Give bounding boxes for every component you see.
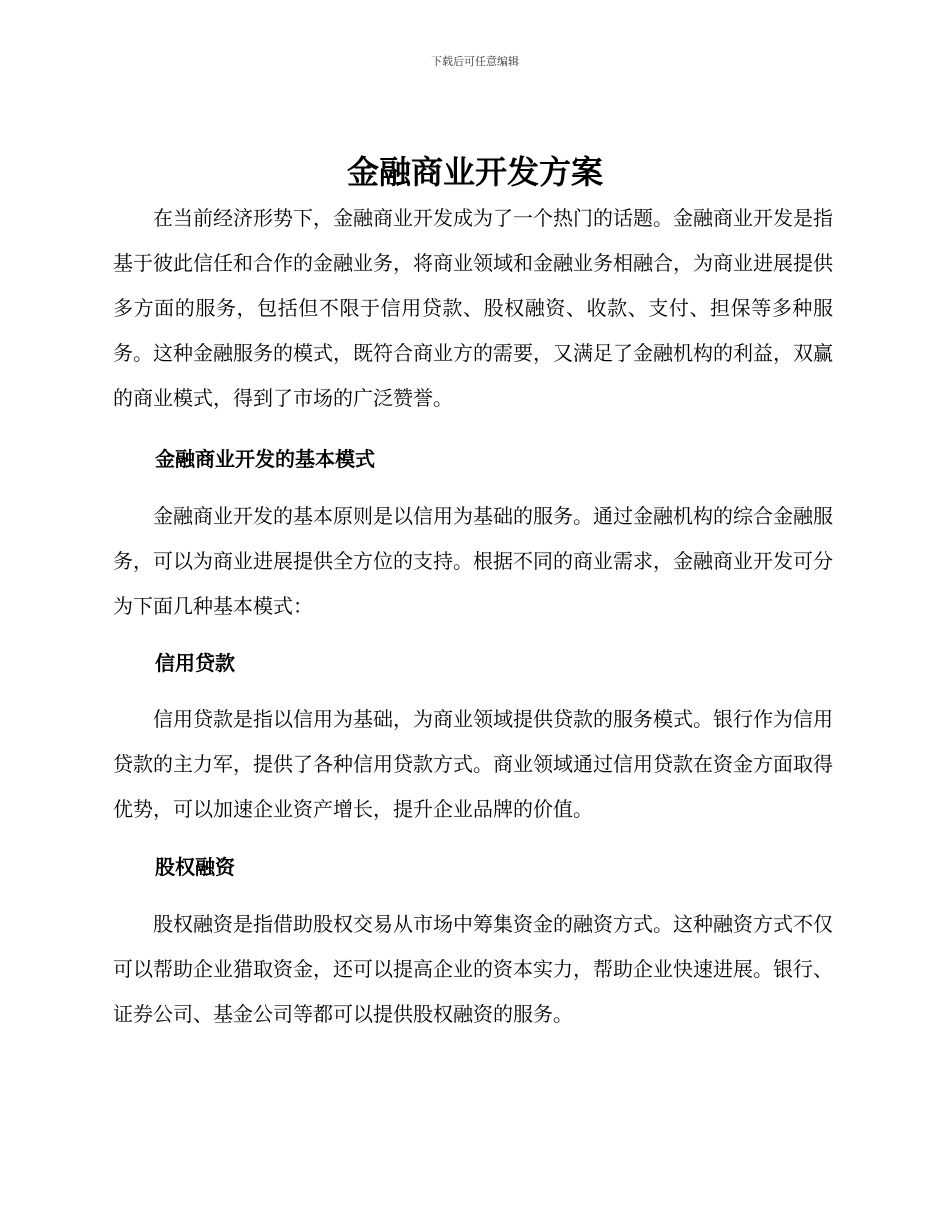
equity-financing-paragraph-block <box>113 902 833 1037</box>
credit-loan-paragraph: 信用贷款是指以信用为基础，为商业领域提供贷款的服务模式。银行作为信用贷款的主力军，提供了各种信用贷款方式。商业领域通过信用贷款在资金方面取得优势，可以加速企业资产增长，提升企业品牌的价值。 <box>113 707 833 821</box>
document-title: 金融商业开发方案 <box>346 153 603 191</box>
intro-paragraph: 在当前经济形势下，金融商业开发成为了一个热门的话题。金融商业开发是指基于彼此信任和合作的金融业务，将商业领域和金融业务相融合，为商业进展提供多方面的服务，包括但不限于信用贷款、股权融资、收款、支付、担保等多种服务。这种金融服务的模式，既符合商业方的需要，又满足了金融机构的利益，双赢的商业模式，得到了市场的广泛赞誉。 <box>113 206 833 410</box>
section-heading-equity-financing: 股权融资 <box>155 855 235 879</box>
credit-loan-heading-block <box>113 648 833 678</box>
section-heading-block <box>113 444 833 474</box>
basic-models-paragraph: 金融商业开发的基本原则是以信用为基础的服务。通过金融机构的综合金融服务，可以为商业进展提供全方位的支持。根据不同的商业需求，金融商业开发可分为下面几种基本模式： <box>113 504 833 618</box>
equity-financing-paragraph: 股权融资是指借助股权交易从市场中筹集资金的融资方式。这种融资方式不仅可以帮助企业猎取资金，还可以提高企业的资本实力，帮助企业快速进展。银行、证券公司、基金公司等都可以提供股权融资的服务。 <box>113 912 833 1026</box>
credit-loan-paragraph-block <box>113 697 833 832</box>
equity-financing-heading-block <box>113 852 833 882</box>
section-heading-basic-models: 金融商业开发的基本模式 <box>155 447 375 471</box>
basic-models-paragraph-block <box>113 494 833 629</box>
intro-paragraph-block <box>113 196 833 421</box>
header-note: 下载后可任意编辑 <box>431 55 519 68</box>
section-heading-credit-loan: 信用贷款 <box>155 651 235 675</box>
